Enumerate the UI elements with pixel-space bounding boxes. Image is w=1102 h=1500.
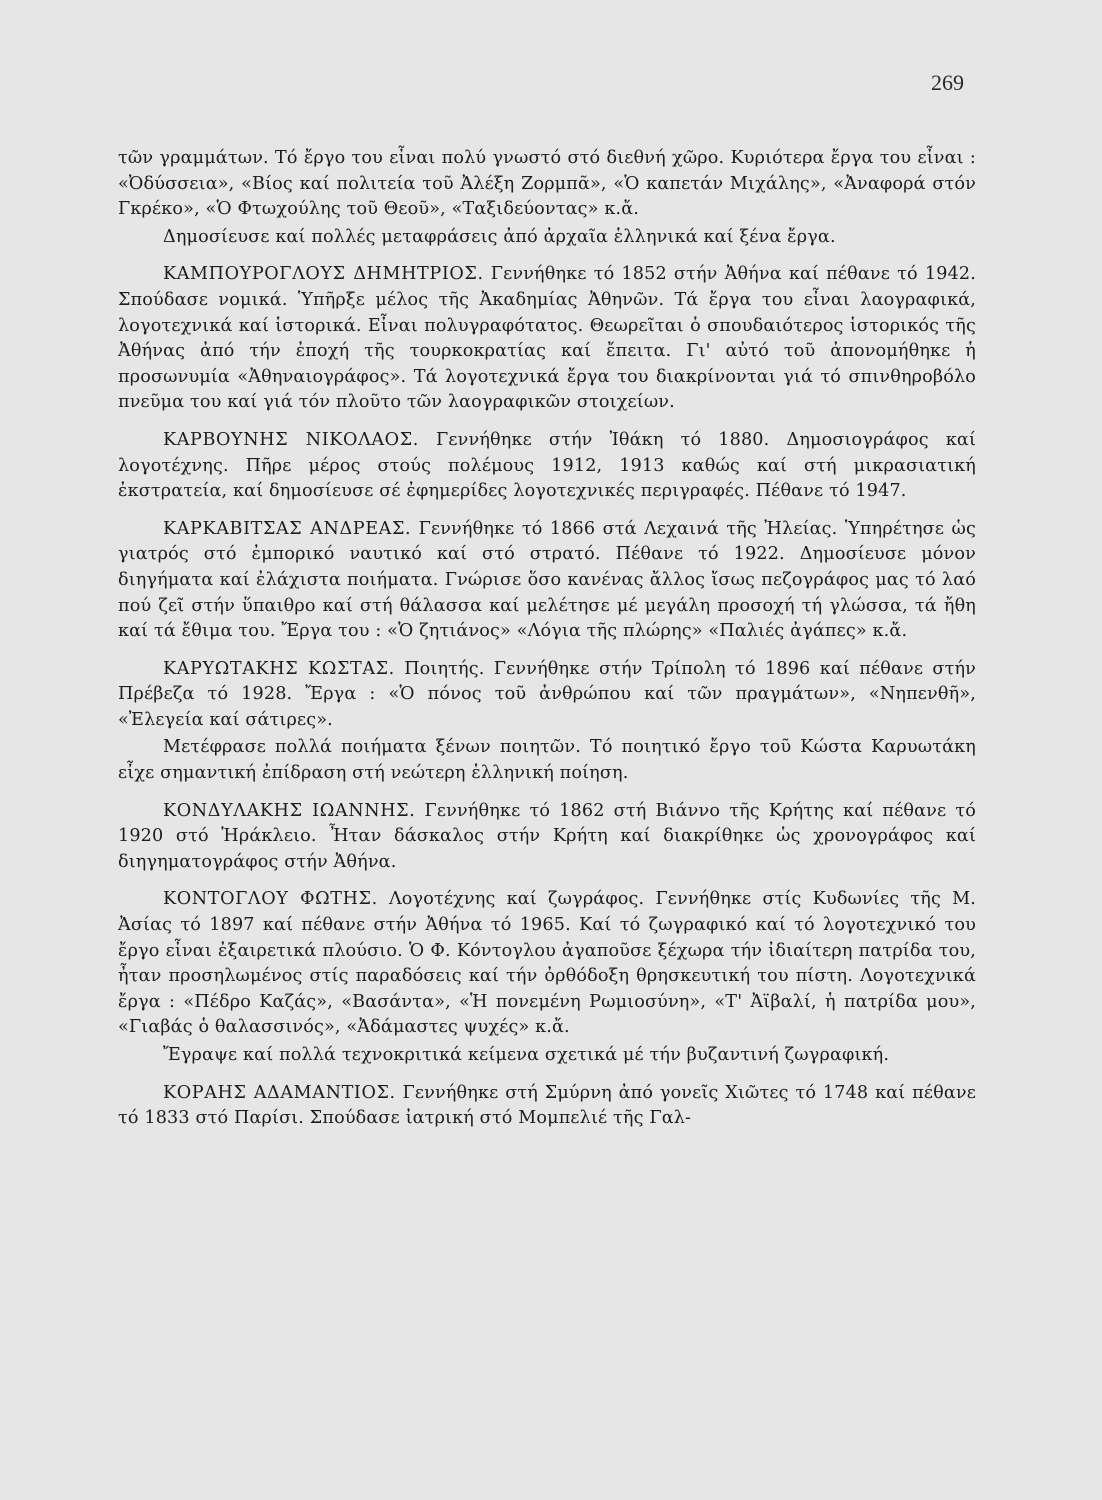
- entry-kondylakis: [118, 799, 976, 876]
- paragraph-karyotakis-translations: [118, 735, 976, 786]
- entry-karvounis: [118, 428, 976, 505]
- paragraph-text: Ἔγραψε καί πολλά τεχνοκριτικά κείμενα σχετικά μέ τήν βυζαντινή ζωγραφική.: [163, 1045, 890, 1065]
- entry-text: Γεννήθηκε τό 1852 στήν Ἀθήνα καί πέθανε τό 1942. Σπούδασε νομικά. Ὑπῆρξε μέλος τῆς Ἀκαδημίας Ἀθηνῶν. Τά ἔργα του εἶναι λαογραφικά, λογοτεχνικά καί ἱστορικά. Εἶναι πολυγραφότατος. Θεωρεῖται ὁ σπουδαιότερος ἱστορικός τῆς Ἀθήνας ἀπό τήν ἐποχή τῆς τουρκοκρατίας καί ἔπειτα. Γι' αὐτό τοῦ ἀπονομήθηκε ἡ προσωνυμία «Ἀθηναιογράφος». Τά λογοτεχνικά ἔργα του διακρίνονται γιά τό σπινθηροβόλο πνεῦμα του καί γιά τόν πλοῦτο τῶν λαογραφικῶν στοιχείων.: [118, 264, 976, 413]
- entry-text: Λογοτέχνης καί ζωγράφος. Γεννήθηκε στίς Κυδωνίες τῆς Μ. Ἀσίας τό 1897 καί πέθανε στήν Ἀθήνα τό 1965. Καί τό ζωγραφικό καί τό λογοτεχνικό του ἔργο εἶναι ἐξαιρετικά πλούσιο. Ὁ Φ. Κόντογλου ἀγαποῦσε ξέχωρα τήν ἰδιαίτερη πατρίδα του, ἦταν προσηλωμένος στίς παραδόσεις καί τήν ὀρθόδοξη θρησκευτική του πίστη. Λογοτεχνικά ἔργα : «Πέδρο Καζάς», «Βασάντα», «Ἡ πονεμένη Ρωμιοσύνη», «Τ' Ἀϊβαλί, ἡ πατρίδα μου», «Γιαβάς ὁ θαλασσινός», «Ἀδάμαστες ψυχές» κ.ἄ.: [118, 889, 976, 1038]
- entry-text: Γεννήθηκε τό 1866 στά Λεχαινά τῆς Ἠλείας. Ὑπηρέτησε ὡς γιατρός στό ἐμπορικό ναυτικό καί στό στρατό. Πέθανε τό 1922. Δημοσίευσε μόνον διηγήματα καί ἐλάχιστα ποιήματα. Γνώρισε ὅσο κανένας ἄλλος ἴσως πεζογράφος μας τό λαό πού ζεῖ στήν ὕπαιθρο καί στή θάλασσα καί μελέτησε μέ μεγάλη προσοχή τή γλώσσα, τά ἤθη καί τά ἔθιμα του. Ἔργα του : «Ὁ ζητιάνος» «Λόγια τῆς πλώρης» «Παλιές ἀγάπες» κ.ἄ.: [118, 518, 976, 642]
- entry-name: ΚΑΡΚΑΒΙΤΣΑΣ ΑΝΔΡΕΑΣ.: [163, 518, 412, 539]
- paragraph-kazantzakis-end: [118, 146, 976, 223]
- entry-name: ΚΑΡΒΟΥΝΗΣ ΝΙΚΟΛΑΟΣ.: [163, 429, 419, 450]
- entry-name: ΚΑΡΥΩΤΑΚΗΣ ΚΩΣΤΑΣ.: [163, 658, 395, 679]
- entry-kontoglou: [118, 887, 976, 1041]
- entry-name: ΚΟΡΑΗΣ ΑΔΑΜΑΝΤΙΟΣ.: [163, 1082, 396, 1103]
- entry-text: Γεννήθηκε στή Σμύρνη ἀπό γονεῖς Χιῶτες τό 1748 καί πέθανε τό 1833 στό Παρίσι. Σπούδασε ἰατρική στό Μομπελιέ τῆς Γαλ-: [118, 1082, 976, 1129]
- paragraph-text: Μετέφρασε πολλά ποιήματα ξένων ποιητῶν. Τό ποιητικό ἔργο τοῦ Κώστα Καρυωτάκη εἶχε σημαντική ἐπίδραση στή νεώτερη ἑλληνική ποίηση.: [118, 737, 976, 784]
- entry-text: Γεννήθηκε τό 1862 στή Βιάννο τῆς Κρήτης καί πέθανε τό 1920 στό Ἡράκλειο. Ἦταν δάσκαλος στήν Κρήτη καί διακρίθηκε ὡς χρονογράφος καί διηγηματογράφος στήν Ἀθήνα.: [118, 800, 976, 872]
- paragraph-text: Δημοσίευσε καί πολλές μεταφράσεις ἀπό ἀρχαῖα ἑλληνικά καί ξένα ἔργα.: [163, 226, 836, 247]
- entry-karyotakis: [118, 657, 976, 734]
- entry-name: ΚΑΜΠΟΥΡΟΓΛΟΥΣ ΔΗΜΗΤΡΙΟΣ.: [163, 264, 484, 285]
- paragraph-text: τῶν γραμμάτων. Τό ἔργο του εἶναι πολύ γνωστό στό διεθνή χῶρο. Κυριότερα ἔργα του εἶναι : «Ὀδύσσεια», «Βίος καί πολιτεία τοῦ Ἀλέξη Ζορμπᾶ», «Ὁ καπετάν Μιχάλης», «Ἀναφορά στόν Γκρέκο», «Ὁ Φτωχούλης τοῦ Θεοῦ», «Ταξιδεύοντας» κ.ἄ.: [118, 148, 976, 220]
- entry-text: Γεννήθηκε στήν Ἰθάκη τό 1880. Δημοσιογράφος καί λογοτέχνης. Πῆρε μέρος στούς πολέμους 1912, 1913 καθώς καί στή μικρασιατική ἐκστρατεία, καί δημοσίευσε σέ ἐφημερίδες λογοτεχνικές περιγραφές. Πέθανε τό 1947.: [118, 429, 976, 502]
- entry-karkavitsas: [118, 517, 976, 645]
- page-number: 269: [931, 70, 964, 95]
- page-text: [118, 146, 976, 1132]
- entry-name: ΚΟΝΔΥΛΑΚΗΣ ΙΩΑΝΝΗΣ.: [163, 800, 416, 821]
- entry-text: Ποιητής. Γεννήθηκε στήν Τρίπολη τό 1896 καί πέθανε στήν Πρέβεζα τό 1928. Ἔργα : «Ὁ πόνος τοῦ ἀνθρώπου καί τῶν πραγμάτων», «Νηπενθῆ», «Ἐλεγεία καί σάτιρες».: [118, 658, 976, 730]
- entry-korais: [118, 1081, 976, 1132]
- paragraph-kazantzakis-translations: [118, 225, 976, 251]
- paragraph-kontoglou-criticism: [118, 1043, 976, 1069]
- entry-kampouroglous: [118, 262, 976, 416]
- entry-name: ΚΟΝΤΟΓΛΟΥ ΦΩΤΗΣ.: [163, 889, 378, 910]
